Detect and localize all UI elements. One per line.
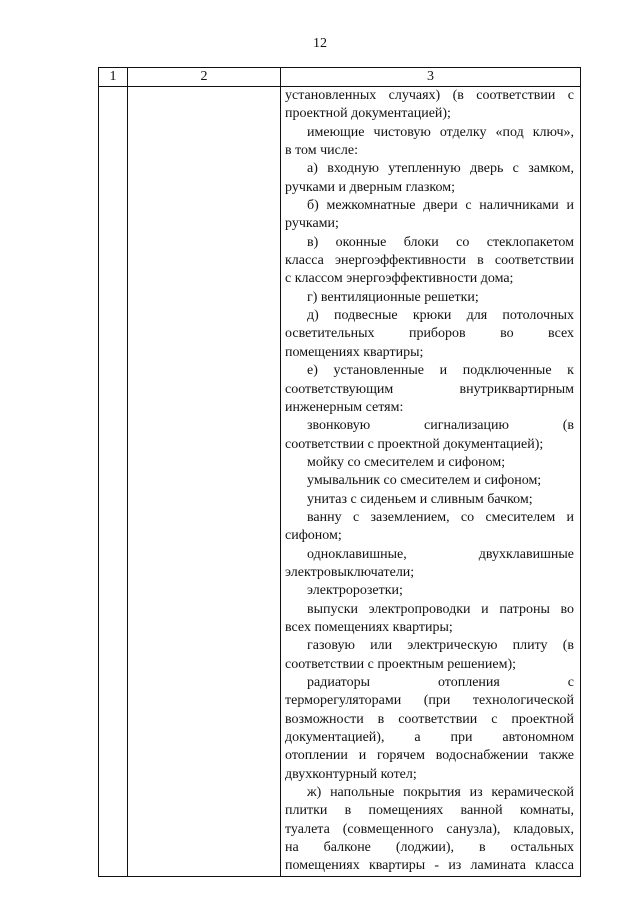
text-line: мойку со смесителем и сифоном; (307, 454, 506, 470)
text-line: соответствующим внутриквартирным (285, 381, 574, 397)
text-line: газовую или электрическую плиту (в (307, 638, 574, 654)
text-line: помещениях квартиры - из ламината класса (285, 858, 574, 874)
table-header (99, 68, 581, 87)
text-line: радиаторы отопления с (307, 675, 574, 690)
text-line: г) вентиляционные решетки; (307, 289, 479, 305)
text-line: всех помещениях квартиры; (285, 619, 453, 635)
text-line: электророзетки; (307, 583, 403, 599)
text-line: ж) напольные покрытия из керамической (307, 785, 574, 801)
text-line: возможности в соответствии с проектной (285, 711, 574, 727)
text-line: а) входную утепленную дверь с замком, (307, 161, 574, 177)
header-col-2: 2 (128, 68, 281, 87)
text-line: звонковую сигнализацию (в (307, 418, 574, 434)
text-line: терморегуляторами (при технологической (285, 693, 574, 709)
header-col-1: 1 (99, 68, 128, 87)
text-line: одноклавишные, двухклавишные (307, 546, 574, 562)
cell-col-1 (99, 87, 128, 877)
text-line: ручками; (285, 216, 339, 232)
text-line: соответствии с проектной документацией); (285, 436, 544, 452)
text-line: д) подвесные крюки для потолочных (307, 308, 574, 324)
text-line: е) установленные и подключенные к (307, 363, 574, 379)
text-line: электровыключатели; (285, 564, 415, 580)
text-line: унитаз с сиденьем и сливным бачком; (307, 491, 533, 507)
text-line: установленных случаях) (в соответствии с (285, 88, 574, 103)
text-line: на балконе (лоджии), в остальных (285, 840, 574, 856)
text-line: документацией), а при автономном (285, 730, 574, 746)
text-line: помещениях квартиры; (285, 344, 424, 360)
cell-col-2 (128, 87, 281, 877)
text-line: отоплении и горячем водоснабжении также (285, 748, 574, 764)
text-line: двухконтурный котел; (285, 766, 417, 782)
cell-col-3 (281, 87, 581, 877)
text-line: соответствии с проектным решением); (285, 656, 517, 672)
document-table (98, 67, 581, 877)
text-line: проектной документацией); (285, 106, 451, 122)
text-line: осветительных приборов во всех (285, 326, 574, 342)
text-line: инженерным сетям: (285, 399, 404, 415)
header-col-3: 3 (281, 68, 581, 87)
text-line: сифоном; (285, 528, 342, 544)
text-line: ванну с заземлением, со смесителем и (307, 509, 574, 525)
text-line: умывальник со смесителем и сифоном; (307, 473, 542, 489)
page-number: 12 (313, 36, 327, 51)
text-line: с классом энергоэффективности дома; (285, 271, 514, 287)
text-line: имеющие чистовую отделку «под ключ», (307, 124, 574, 140)
header-row (99, 68, 581, 87)
requirements-text (281, 87, 580, 876)
text-line: в том числе: (285, 143, 358, 159)
text-line: плитки в помещениях ванной комнаты, (285, 803, 574, 819)
text-line: б) межкомнатные двери с наличниками и (307, 198, 574, 214)
text-line: в) оконные блоки со стеклопакетом (307, 234, 574, 250)
table-row (99, 87, 581, 877)
text-line: выпуски электропроводки и патроны во (307, 601, 574, 617)
text-line: ручками и дверным глазком; (285, 179, 455, 195)
text-line: туалета (совмещенного санузла), кладовых, (285, 821, 574, 837)
text-line: класса энергоэффективности в соответствии (285, 253, 574, 269)
